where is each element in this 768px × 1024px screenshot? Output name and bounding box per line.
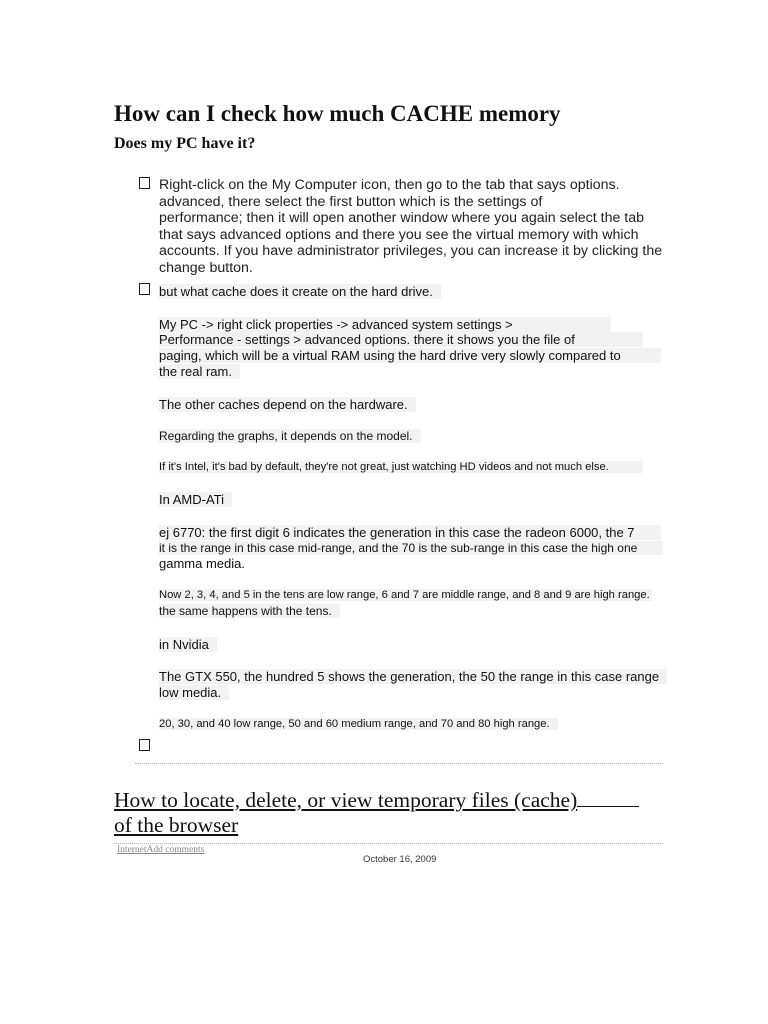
answer-line: that says advanced options and there you see the virtual memory with which bbox=[159, 226, 639, 243]
divider bbox=[114, 843, 663, 844]
answer-line: Right-click on the My Computer icon, then go to the tab that says options. bbox=[159, 177, 620, 193]
answer-line: My PC -> right click properties -> advanced system settings > bbox=[159, 317, 611, 332]
answer-line: but what cache does it create on the hard drive. bbox=[159, 284, 441, 299]
answer-line: low media. bbox=[159, 685, 229, 700]
page-subtitle: Does my PC have it? bbox=[114, 135, 256, 152]
answer-line: Now 2, 3, 4, and 5 in the tens are low range, 6 and 7 are middle range, and 8 and 9 are high range. bbox=[159, 589, 650, 601]
bullet-checkbox bbox=[139, 177, 150, 189]
answer-line: ej 6770: the first digit 6 indicates the generation in this case the radeon 6000, the 7 bbox=[159, 525, 661, 540]
answer-line: the same happens with the tens. bbox=[159, 604, 340, 618]
answer-line: change button. bbox=[159, 259, 253, 276]
answer-line: Regarding the graphs, it depends on the model. bbox=[159, 429, 421, 443]
answer-line: The GTX 550, the hundred 5 shows the generation, the 50 the range in this case range bbox=[159, 669, 667, 684]
bullet-checkbox bbox=[139, 739, 150, 751]
answer-1 bbox=[159, 177, 662, 276]
page-title: How can I check how much CACHE memory bbox=[114, 101, 561, 126]
answer-line: accounts. If you have administrator privileges, you can increase it by clicking the bbox=[159, 243, 663, 259]
answer-line: In AMD-ATi bbox=[159, 492, 232, 507]
article-title-link[interactable]: How to locate, delete, or view temporary files (cache) of the browser bbox=[114, 788, 639, 838]
answer-line: 20, 30, and 40 low range, 50 and 60 medium range, and 70 and 80 high range. bbox=[159, 718, 558, 730]
answer-line: The other caches depend on the hardware. bbox=[159, 397, 416, 412]
answer-line: in Nvidia bbox=[159, 637, 217, 652]
divider bbox=[135, 763, 663, 764]
answer-line: performance; then it will open another window where you again select the tab bbox=[159, 210, 645, 226]
answer-line: the real ram. bbox=[159, 364, 240, 379]
bullet-checkbox bbox=[139, 283, 150, 295]
answer-line: advanced, there select the first button which is the settings of bbox=[159, 193, 543, 210]
answer-line: gamma media. bbox=[159, 556, 245, 571]
answer-line: If it's Intel, it's bad by default, they're not great, just watching HD videos and not much else. bbox=[159, 461, 643, 473]
answer-line: it is the range in this case mid-range, and the 70 is the sub-range in this case the high one bbox=[159, 541, 663, 555]
category-link[interactable]: InternetAdd comments bbox=[117, 845, 205, 855]
answer-line: Performance - settings > advanced options. there it shows you the file of bbox=[159, 332, 643, 347]
post-date: October 16, 2009 bbox=[363, 854, 437, 865]
answer-line: paging, which will be a virtual RAM using the hard drive very slowly compared to bbox=[159, 348, 661, 363]
